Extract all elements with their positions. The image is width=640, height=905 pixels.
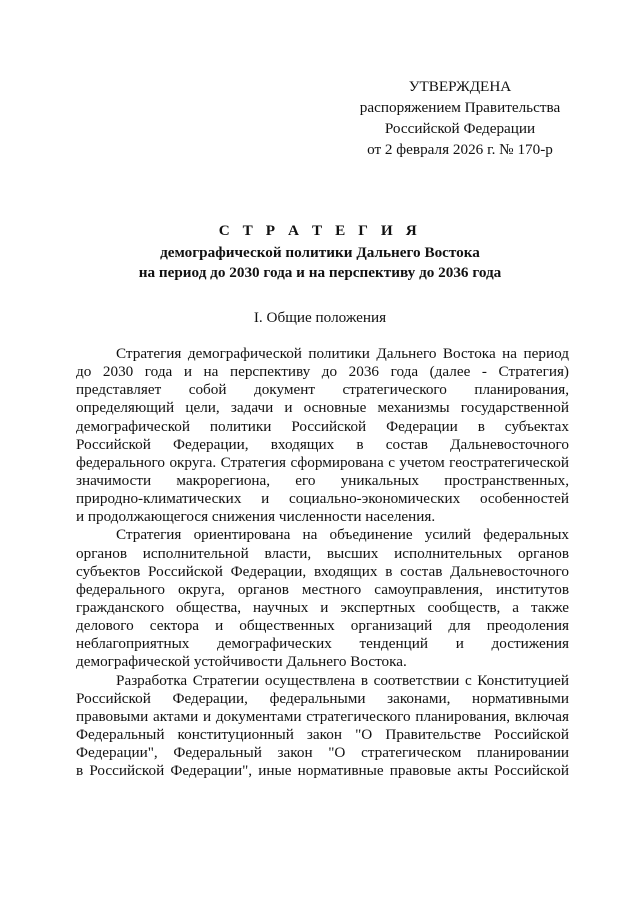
text-line: органов исполнительной власти, высших исполнительных органов	[76, 544, 569, 562]
text-line: Федерации", Федеральный закон "О стратегическом планировании	[76, 744, 569, 762]
text-line: представляет собой документ стратегического планирования,	[76, 381, 569, 399]
text-line: до 2030 года и на перспективу до 2036 года (далее - Стратегия)	[76, 363, 569, 381]
text-line: Разработка Стратегии осуществлена в соответствии с Конституцией	[116, 671, 569, 689]
approval-block	[330, 76, 590, 160]
text-line: неблагоприятных демографических тенденций и достижения	[76, 635, 569, 653]
text-line: значимости макрорегиона, его уникальных пространственных,	[76, 471, 569, 489]
approval-authority: распоряжением Правительства	[359, 99, 561, 116]
text-line: федерального округа, органов местного самоуправления, институтов	[76, 580, 569, 598]
text-line: и продолжающегося снижения численности населения.	[76, 508, 436, 526]
document-title: С Т Р А Т Е Г И Я	[218, 222, 422, 239]
text-line: демографической устойчивости Дальнего Востока.	[76, 653, 407, 671]
approval-authority-body: Российской Федерации	[384, 120, 536, 137]
approval-status: УТВЕРЖДЕНА	[408, 78, 512, 95]
text-line: Стратегия ориентирована на объединение усилий федеральных	[116, 526, 569, 544]
text-line: Федеральный конституционный закон "О Правительстве Российской	[76, 725, 569, 743]
section-heading: I. Общие положения	[253, 309, 387, 326]
subtitle-line-2: на период до 2030 года и на перспективу до 2036 года	[138, 264, 502, 281]
body-text	[76, 345, 569, 780]
text-line: правовыми актами и документами стратегического планирования, включая	[76, 707, 569, 725]
text-line: субъектов Российской Федерации, входящих в состав Дальневосточного	[76, 562, 569, 580]
text-line: Стратегия демографической политики Дальнего Востока на период	[116, 345, 569, 362]
document-subtitle	[0, 243, 640, 283]
text-line: Российской Федерации, входящих в состав Дальневосточного	[76, 435, 569, 453]
text-line: определяющий цели, задачи и основные механизмы государственной	[76, 399, 569, 417]
text-line: в Российской Федерации", иные нормативные правовые акты Российской	[76, 762, 569, 780]
text-line: федерального округа. Стратегия сформирована с учетом геостратегической	[76, 453, 569, 471]
approval-date-number: от 2 февраля 2026 г. № 170-р	[367, 141, 553, 158]
text-line: демографической политики Российской Федерации в субъектах	[76, 417, 569, 435]
text-line: гражданского общества, научных и экспертных сообществ, а также	[76, 598, 569, 616]
subtitle-line-1: демографической политики Дальнего Востока	[160, 244, 480, 261]
text-line: природно-климатических и социально-экономических особенностей	[76, 490, 569, 508]
text-line: делового сектора и общественных организаций для преодоления	[76, 617, 569, 635]
text-line: Российской Федерации, федеральными законами, нормативными	[76, 689, 569, 707]
